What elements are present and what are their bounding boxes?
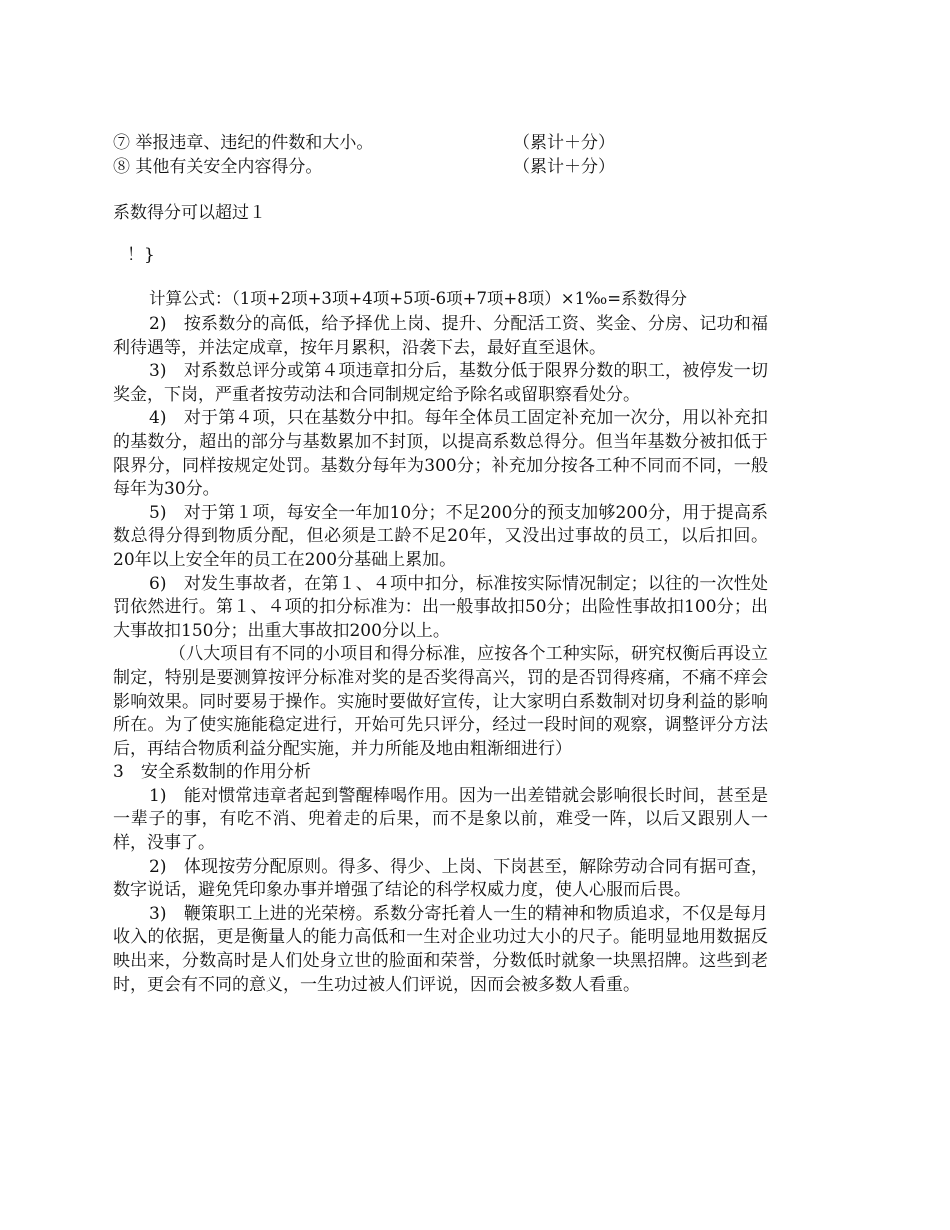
paragraph-3: 3) 对系数总评分或第４项违章扣分后，基数分低于限界分数的职工，被停发一切奖金，下岗，严重者按劳动法和合同制规定给予除名或留职察看处分。	[113, 361, 768, 405]
list-item-note: （累计＋分）	[513, 133, 615, 153]
paragraph-note: （八大项目有不同的小项目和得分标准，应按各个工种实际，研究权衡后再设立制定，特别是要测算按评分标准对奖的是否奖得高兴，罚的是否罚得疼痛，不痛不痒会影响效果。同时要易于操作。实施时要做好宣传，让大家明白系数制对切身利益的影响所在。为了使实施能稳定进行，开始可先只评分，经过一段时间的观察，调整评分方法后，再结合物质利益分配实施，并力所能及地由粗渐细进行）	[113, 644, 768, 759]
section-heading: 3 安全系数制的作用分析	[113, 762, 311, 783]
formula: 计算公式：（1项+2项+3项+4项+5项-6项+7项+8项）×1‰=系数得分	[149, 289, 688, 308]
document-body	[113, 313, 768, 997]
paragraph-5: 5) 对于第１项，每安全一年加10分；不足200分的预支加够200分，用于提高系数总得分得到物质分配，但必须是工龄不足20年，又没出过事故的员工，以后扣回。20年以上安全年的员工在200分基础上累加。	[113, 502, 768, 570]
list-item-8	[113, 156, 322, 180]
stray-mark: ！}	[127, 245, 155, 265]
list-item-7	[113, 132, 373, 156]
section-paragraph-1: 1) 能对惯常违章者起到警醒棒喝作用。因为一出差错就会影响很长时间，甚至是一辈子的事，有吃不消、兜着走的后果，而不是象以前，难受一阵，以后又跟别人一样，没事了。	[113, 785, 768, 854]
list-item-8-note	[513, 156, 615, 180]
list-item-text: ⑦ 举报违章、违纪的件数和大小。	[113, 133, 374, 153]
paragraph-2: 2) 按系数分的高低，给予择优上岗、提升、分配活工资、奖金、分房、记功和福利待遇等，并法定成章，按年月累积，沿袭下去，最好直至退休。	[113, 314, 768, 358]
section-paragraph-3: 3) 鞭策职工上进的光荣榜。系数分寄托着人一生的精神和物质追求，不仅是每月收入的依据，更是衡量人的能力高低和一生对企业功过大小的尺子。能明显地用数据反映出来，分数高时是人们处身立世的脸面和荣誉，分数低时就象一块黑招牌。这些到老时，更会有不同的意义，一生功过被人们评说，因而会被多数人看重。	[113, 903, 768, 995]
list-item-note: （累计＋分）	[513, 157, 615, 177]
coefficient-note: 系数得分可以超过１	[113, 203, 266, 223]
paragraph-6: 6) 对发生事故者，在第１、４项中扣分，标准按实际情况制定；以往的一次性处罚依然进行。第１、４项的扣分标准为：出一般事故扣50分；出险性事故扣100分；出大事故扣150分；出重大事故扣200分以上。	[113, 573, 768, 641]
paragraph-4: 4) 对于第４项，只在基数分中扣。每年全体员工固定补充加一次分，用以补充扣的基数分，超出的部分与基数累加不封顶，以提高系数总得分。但当年基数分被扣低于限界分，同样按规定处罚。基数分每年为300分；补充加分按各工种不同而不同，一般每年为30分。	[113, 408, 768, 500]
list-item-text: ⑧ 其他有关安全内容得分。	[113, 157, 323, 177]
section-paragraph-2: 2) 体现按劳分配原则。得多、得少、上岗、下岗甚至，解除劳动合同有据可查，数字说话，避免凭印象办事并增强了结论的科学权威力度，使人心服而后畏。	[113, 856, 768, 901]
list-item-7-note	[513, 132, 615, 156]
